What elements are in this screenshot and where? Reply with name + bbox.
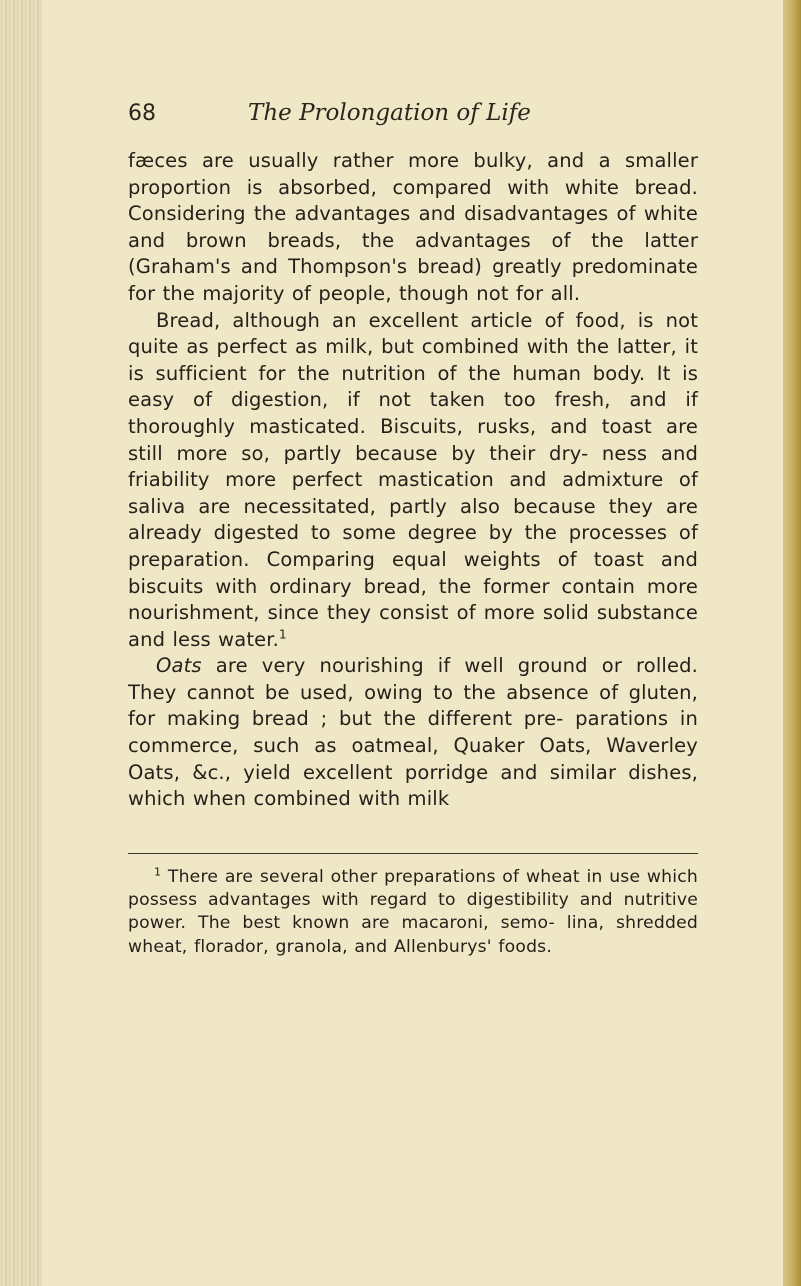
paragraph-2 — [128, 308, 698, 654]
book-gutter-left — [0, 0, 42, 1286]
oats-heading: Oats — [156, 654, 202, 678]
page-number: 68 — [128, 101, 156, 126]
footnote-text: There are several other preparations of wheat in use which possess advantages with regard to digestibility and nutritive power. The best known are macaroni, semo- lina, shredded wheat, florador, granola, and Allenburys' foods. — [128, 866, 698, 957]
body-text — [128, 148, 698, 813]
gilt-page-edge — [783, 0, 801, 1286]
running-title: The Prolongation of Life — [248, 100, 531, 126]
book-page — [128, 100, 698, 959]
footnote-reference: 1 — [279, 627, 287, 642]
page-header — [128, 100, 698, 148]
paragraph-2-text: Bread, although an excellent article of food, is not quite as perfect as milk, but combined with the latter, it is sufficient for the nutrition of the human body. It is easy of digestion, if not taken too fresh, and if thoroughly masticated. Biscuits, rusks, and toast are still more so, partly because by their dry- ness and friability more perfect mastication and admixture of saliva are necessitated, partly also because they are already digested to some degree by the processes of preparation. Comparing equal weights of toast and biscuits with ordinary bread, the former contain more nourishment, since they consist of more solid substance and less water. — [128, 308, 698, 651]
paragraph-3 — [128, 653, 698, 813]
footnote-divider — [128, 853, 698, 854]
footnote-number: 1 — [154, 865, 162, 879]
paragraph-3-text: are very nourishing if well ground or rolled. They cannot be used, owing to the absence of gluten, for making bread ; but the different pre- parations in commerce, such as oatmeal, Quaker Oats, Waverley Oats, &c., yield excellent porridge and similar dishes, which when combined with milk — [128, 654, 698, 811]
footnote — [128, 866, 698, 959]
paragraph-1: fæces are usually rather more bulky, and a smaller proportion is absorbed, compared with white bread. Considering the advantages and disadvantages of white and brown breads, the advantages of the latter (Graham's and Thompson's bread) greatly predominate for the majority of people, though not for all. — [128, 149, 698, 305]
